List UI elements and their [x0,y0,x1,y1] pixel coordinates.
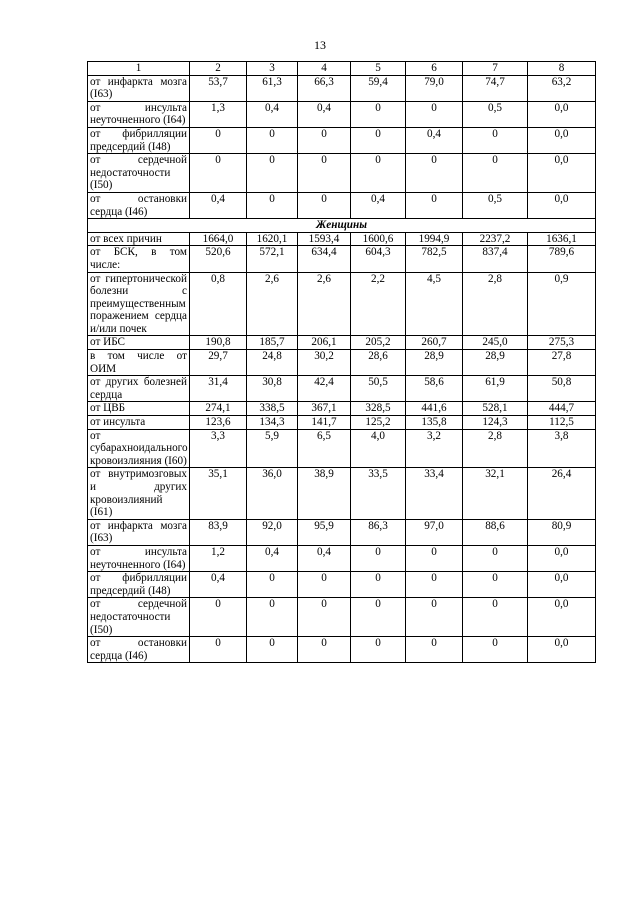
cell-value: 4,5 [406,272,463,336]
cell-value: 80,9 [528,519,596,545]
cell-value: 1664,0 [190,232,247,246]
cell-value: 141,7 [298,416,351,430]
table-row [88,127,596,153]
table-row [88,232,596,246]
row-label: от инсульта [88,416,190,430]
cell-value: 837,4 [463,246,528,272]
cell-value: 0 [351,101,406,127]
row-label: от ЦВБ [88,402,190,416]
row-label: от сердечной недостаточности (I50) [88,154,190,193]
table-row [88,519,596,545]
cell-value: 6,5 [298,429,351,468]
row-label: от внутримозговых и других кровоизлияний (I61) [88,468,190,519]
row-label: от гипертонической болезни с преимущественным поражением сердца и/или почек [88,272,190,336]
cell-value: 0 [298,154,351,193]
section-title: Женщины [88,219,596,233]
cell-value: 789,6 [528,246,596,272]
column-header: 1 [88,62,190,76]
cell-value: 245,0 [463,336,528,350]
cell-value: 0,4 [247,101,298,127]
cell-value: 634,4 [298,246,351,272]
cell-value: 260,7 [406,336,463,350]
cell-value: 0 [406,637,463,663]
cell-value: 274,1 [190,402,247,416]
cell-value: 135,8 [406,416,463,430]
cell-value: 3,2 [406,429,463,468]
row-label: от инсульта неуточненного (I64) [88,545,190,571]
cell-value: 125,2 [351,416,406,430]
section-row-women [88,219,596,233]
table-row [88,272,596,336]
cell-value: 205,2 [351,336,406,350]
cell-value: 26,4 [528,468,596,519]
row-label: от инфаркта мозга (I63) [88,519,190,545]
cell-value: 0 [298,598,351,637]
column-header: 7 [463,62,528,76]
cell-value: 2,8 [463,272,528,336]
cell-value: 0,0 [528,154,596,193]
cell-value: 0 [247,598,298,637]
cell-value: 2,2 [351,272,406,336]
cell-value: 0 [463,545,528,571]
row-label: от фибрилляции предсердий (I48) [88,127,190,153]
cell-value: 0,4 [406,127,463,153]
cell-value: 0 [351,545,406,571]
cell-value: 338,5 [247,402,298,416]
cell-value: 0,0 [528,192,596,218]
cell-value: 66,3 [298,75,351,101]
cell-value: 572,1 [247,246,298,272]
cell-value: 444,7 [528,402,596,416]
cell-value: 124,3 [463,416,528,430]
cell-value: 0 [406,545,463,571]
cell-value: 0 [463,127,528,153]
cell-value: 0 [298,572,351,598]
cell-value: 86,3 [351,519,406,545]
cell-value: 0 [406,572,463,598]
cell-value: 28,9 [406,350,463,376]
table-row [88,154,596,193]
cell-value: 28,9 [463,350,528,376]
cell-value: 0 [298,637,351,663]
table-row [88,376,596,402]
row-label: от фибрилляции предсердий (I48) [88,572,190,598]
column-header: 3 [247,62,298,76]
row-label: от инсульта неуточненного (I64) [88,101,190,127]
cell-value: 2,8 [463,429,528,468]
cell-value: 97,0 [406,519,463,545]
cell-value: 63,2 [528,75,596,101]
row-label: от всех причин [88,232,190,246]
cell-value: 0 [247,192,298,218]
table-row [88,545,596,571]
cell-value: 59,4 [351,75,406,101]
cell-value: 0 [298,192,351,218]
cell-value: 31,4 [190,376,247,402]
cell-value: 0 [190,127,247,153]
table-row [88,416,596,430]
cell-value: 185,7 [247,336,298,350]
cell-value: 0 [351,154,406,193]
page-number: 13 [314,38,326,52]
cell-value: 0 [406,154,463,193]
cell-value: 0 [351,572,406,598]
cell-value: 0 [190,637,247,663]
cell-value: 33,5 [351,468,406,519]
cell-value: 1,2 [190,545,247,571]
cell-value: 190,8 [190,336,247,350]
cell-value: 0 [463,598,528,637]
cell-value: 1994,9 [406,232,463,246]
cell-value: 27,8 [528,350,596,376]
cell-value: 28,6 [351,350,406,376]
column-header: 5 [351,62,406,76]
table-row [88,350,596,376]
cell-value: 134,3 [247,416,298,430]
cell-value: 29,7 [190,350,247,376]
cell-value: 0 [247,154,298,193]
row-label: от БСК, в том числе: [88,246,190,272]
table-row [88,75,596,101]
cell-value: 0,4 [190,572,247,598]
cell-value: 112,5 [528,416,596,430]
cell-value: 0 [351,127,406,153]
cell-value: 0,4 [351,192,406,218]
row-label: от сердечной недостаточности (I50) [88,598,190,637]
cell-value: 0 [247,637,298,663]
table-row [88,246,596,272]
table-row [88,336,596,350]
cell-value: 3,3 [190,429,247,468]
cell-value: 61,9 [463,376,528,402]
cell-value: 0,5 [463,192,528,218]
column-header: 8 [528,62,596,76]
cell-value: 0,4 [298,101,351,127]
column-header: 6 [406,62,463,76]
cell-value: 0,8 [190,272,247,336]
cell-value: 0 [298,127,351,153]
cell-value: 5,9 [247,429,298,468]
table-row [88,101,596,127]
cell-value: 0 [463,154,528,193]
cell-value: 0,0 [528,598,596,637]
mortality-table [87,61,596,663]
cell-value: 0,4 [190,192,247,218]
cell-value: 1,3 [190,101,247,127]
row-label: от остановки сердца (I46) [88,637,190,663]
cell-value: 2,6 [298,272,351,336]
cell-value: 32,1 [463,468,528,519]
cell-value: 79,0 [406,75,463,101]
row-label: от ИБС [88,336,190,350]
table-row [88,192,596,218]
cell-value: 206,1 [298,336,351,350]
cell-value: 58,6 [406,376,463,402]
cell-value: 35,1 [190,468,247,519]
cell-value: 0 [190,598,247,637]
cell-value: 0,4 [247,545,298,571]
cell-value: 367,1 [298,402,351,416]
cell-value: 0 [463,572,528,598]
table-row [88,402,596,416]
cell-value: 0,4 [298,545,351,571]
column-header: 4 [298,62,351,76]
cell-value: 604,3 [351,246,406,272]
cell-value: 4,0 [351,429,406,468]
cell-value: 36,0 [247,468,298,519]
row-label: от остановки сердца (I46) [88,192,190,218]
table-row [88,598,596,637]
cell-value: 50,5 [351,376,406,402]
cell-value: 123,6 [190,416,247,430]
cell-value: 0,0 [528,572,596,598]
row-label: от субарахноидального кровоизлияния (I60) [88,429,190,468]
cell-value: 0 [351,598,406,637]
cell-value: 24,8 [247,350,298,376]
cell-value: 275,3 [528,336,596,350]
cell-value: 328,5 [351,402,406,416]
cell-value: 83,9 [190,519,247,545]
cell-value: 0 [463,637,528,663]
cell-value: 0 [247,127,298,153]
row-label: от других болезней сердца [88,376,190,402]
cell-value: 520,6 [190,246,247,272]
cell-value: 0,5 [463,101,528,127]
cell-value: 0 [190,154,247,193]
cell-value: 0 [406,101,463,127]
cell-value: 0 [351,637,406,663]
cell-value: 528,1 [463,402,528,416]
cell-value: 782,5 [406,246,463,272]
cell-value: 0,9 [528,272,596,336]
cell-value: 74,7 [463,75,528,101]
cell-value: 0,0 [528,545,596,571]
row-label: в том числе от ОИМ [88,350,190,376]
cell-value: 0,0 [528,101,596,127]
table-header-row [88,62,596,76]
cell-value: 0,0 [528,127,596,153]
cell-value: 0 [406,598,463,637]
cell-value: 2237,2 [463,232,528,246]
cell-value: 53,7 [190,75,247,101]
cell-value: 0 [406,192,463,218]
cell-value: 33,4 [406,468,463,519]
cell-value: 88,6 [463,519,528,545]
cell-value: 1593,4 [298,232,351,246]
cell-value: 2,6 [247,272,298,336]
cell-value: 38,9 [298,468,351,519]
table-row [88,429,596,468]
cell-value: 1620,1 [247,232,298,246]
cell-value: 30,2 [298,350,351,376]
cell-value: 50,8 [528,376,596,402]
table-row [88,468,596,519]
row-label: от инфаркта мозга (I63) [88,75,190,101]
table-row [88,637,596,663]
cell-value: 3,8 [528,429,596,468]
cell-value: 0 [247,572,298,598]
column-header: 2 [190,62,247,76]
cell-value: 1636,1 [528,232,596,246]
cell-value: 30,8 [247,376,298,402]
cell-value: 95,9 [298,519,351,545]
cell-value: 92,0 [247,519,298,545]
cell-value: 0,0 [528,637,596,663]
table-row [88,572,596,598]
cell-value: 61,3 [247,75,298,101]
cell-value: 42,4 [298,376,351,402]
cell-value: 441,6 [406,402,463,416]
cell-value: 1600,6 [351,232,406,246]
